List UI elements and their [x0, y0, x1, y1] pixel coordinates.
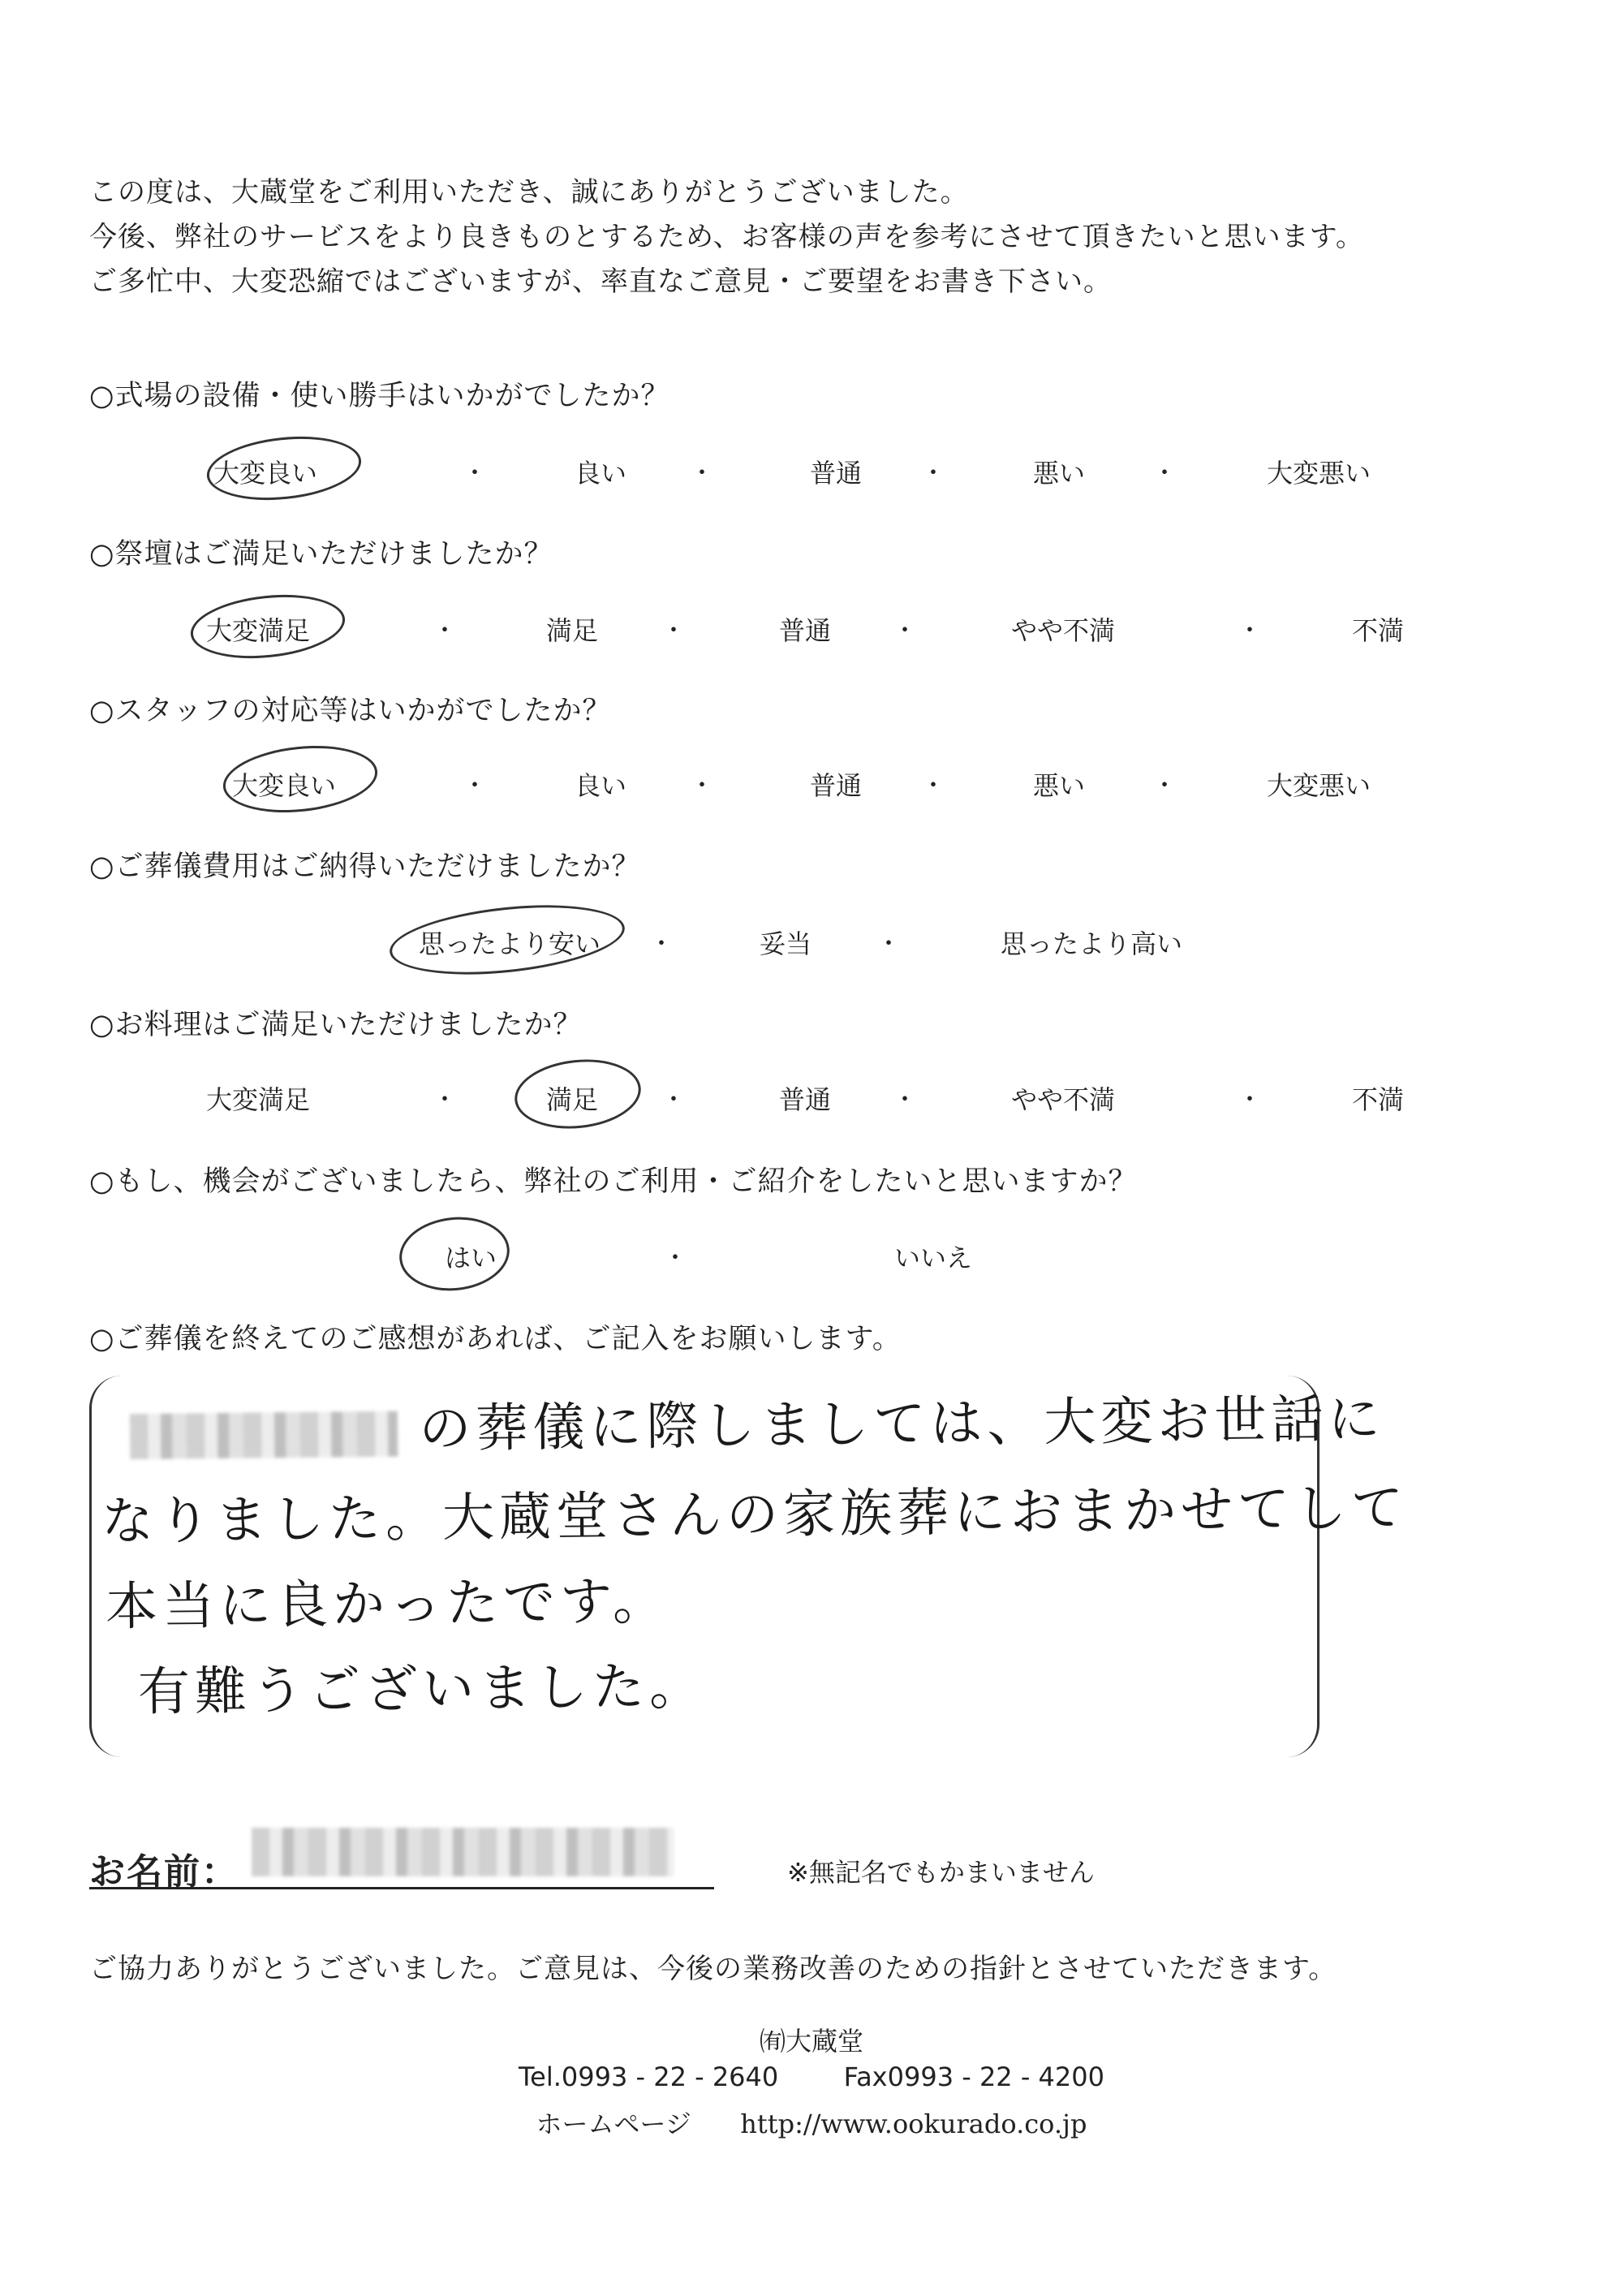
option[interactable]: 大変悪い	[1266, 458, 1371, 489]
separator: ・	[1238, 1086, 1262, 1114]
question-recommend: ○もし、機会がございましたら、弊社のご利用・ご紹介をしたいと思いますか？	[89, 1165, 1138, 1198]
separator: ・	[921, 459, 945, 488]
option[interactable]: 普通	[809, 770, 863, 801]
comment-line: なりました。大蔵堂さんの家族葬におまかせてして	[101, 1478, 1409, 1553]
option[interactable]: 思ったより高い	[1000, 928, 1183, 959]
intro-line: この度は、大蔵堂をご利用いただき、誠にありがとうございました。	[89, 176, 969, 209]
options-cost	[0, 924, 1623, 972]
redacted-name-field	[252, 1828, 674, 1876]
intro-line: ご多忙中、大変恐縮ではございますが、率直なご意見・ご要望をお書き下さい。	[89, 265, 1112, 298]
intro-text	[89, 170, 1364, 304]
separator: ・	[876, 930, 901, 958]
separator: ・	[893, 1086, 917, 1114]
option[interactable]: 不満	[1351, 615, 1405, 646]
separator: ・	[463, 459, 487, 488]
name-label: お名前：	[89, 1851, 239, 1893]
separator: ・	[649, 930, 674, 958]
option[interactable]: 満足	[545, 615, 599, 646]
option[interactable]: 大変悪い	[1266, 770, 1371, 801]
comment-line: 本当に良かったです。	[105, 1571, 670, 1638]
tel: Tel.0993 - 22 - 2640	[519, 2061, 779, 2092]
separator: ・	[661, 1086, 686, 1114]
fax: Fax0993 - 22 - 4200	[843, 2061, 1104, 2092]
option[interactable]: 普通	[809, 458, 863, 489]
separator: ・	[661, 617, 686, 645]
separator: ・	[690, 459, 714, 488]
name-underline[interactable]	[89, 1887, 714, 1889]
option[interactable]: 普通	[778, 1084, 832, 1115]
homepage-url[interactable]: http://www.ookurado.co.jp	[740, 2109, 1087, 2139]
option[interactable]: 大変満足	[205, 615, 311, 646]
option[interactable]: 大変良い	[213, 458, 318, 489]
contact-line	[0, 2061, 1623, 2092]
option[interactable]: 不満	[1351, 1084, 1405, 1115]
separator: ・	[893, 617, 917, 645]
anonymous-note: ※無記名でもかまいません	[787, 1857, 1095, 1888]
option[interactable]: 満足	[545, 1084, 599, 1115]
homepage-label: ホームページ	[536, 2109, 691, 2139]
question-staff: ○スタッフの対応等はいかがでしたか？	[89, 695, 612, 727]
option[interactable]: 普通	[778, 615, 832, 646]
intro-line: 今後、弊社のサービスをより良きものとするため、お客様の声を参考にさせて頂きたいと思います。	[89, 221, 1364, 253]
separator: ・	[690, 772, 714, 800]
comment-line	[130, 1377, 1385, 1465]
option[interactable]: はい	[444, 1243, 497, 1273]
comment-text: の葬儀に際しましては、大変お世話に	[419, 1389, 1385, 1460]
separator: ・	[433, 1086, 457, 1114]
option[interactable]: 悪い	[1032, 770, 1086, 801]
separator: ・	[663, 1244, 687, 1273]
option[interactable]: 大変良い	[231, 770, 337, 801]
redacted-name	[130, 1411, 398, 1458]
option[interactable]: 悪い	[1032, 458, 1086, 489]
separator: ・	[463, 772, 487, 800]
homepage-line	[0, 2104, 1623, 2141]
comment-line: 有難うございました。	[137, 1656, 707, 1723]
option[interactable]: 良い	[574, 458, 627, 489]
question-facility: ○式場の設備・使い勝手はいかがでしたか？	[89, 380, 670, 412]
separator: ・	[1152, 772, 1177, 800]
options-recommend	[0, 1238, 1623, 1286]
separator: ・	[921, 772, 945, 800]
option[interactable]: 良い	[574, 770, 627, 801]
question-cost: ○ご葬儀費用はご納得いただけましたか？	[89, 851, 641, 883]
option[interactable]: 妥当	[759, 928, 812, 959]
option[interactable]: やや不満	[1010, 615, 1116, 646]
question-altar: ○祭壇はご満足いただけましたか？	[89, 538, 553, 571]
options-food	[0, 1079, 1623, 1128]
option[interactable]: 思ったより安い	[418, 928, 601, 959]
comment-prompt: ○ご葬儀を終えてのご感想があれば、ご記入をお願いします。	[89, 1323, 902, 1355]
separator: ・	[433, 617, 457, 645]
question-food: ○お料理はご満足いただけましたか？	[89, 1009, 583, 1041]
option[interactable]: やや不満	[1010, 1084, 1116, 1115]
option[interactable]: いいえ	[893, 1243, 973, 1273]
separator: ・	[1152, 459, 1177, 488]
separator: ・	[1238, 617, 1262, 645]
thanks-text: ご協力ありがとうございました。ご意見は、今後の業務改善のための指針とさせていただきます。	[89, 1953, 1337, 1985]
company-name: ㈲大蔵堂	[759, 2026, 863, 2057]
option[interactable]: 大変満足	[205, 1084, 311, 1115]
